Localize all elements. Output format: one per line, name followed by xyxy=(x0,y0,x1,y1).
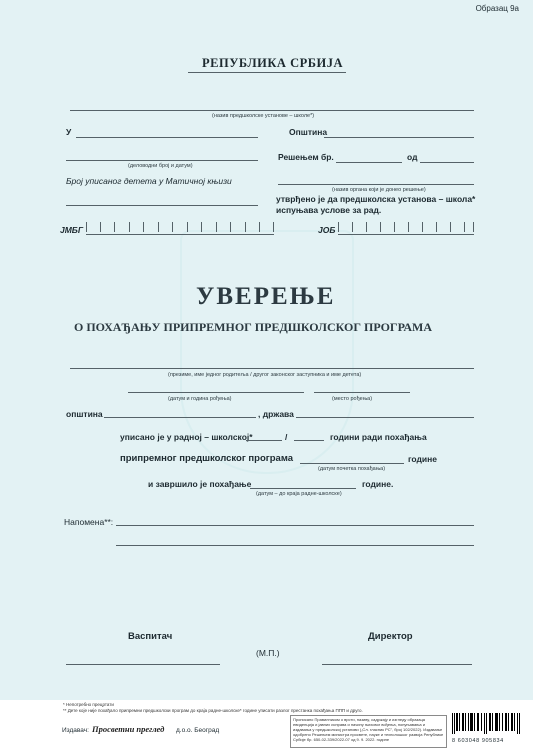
republic-underline xyxy=(188,72,346,73)
utvrdjeno-text: утврђено је да предшколска установа – школа* xyxy=(276,194,476,204)
napomena-line-2[interactable] xyxy=(116,545,474,546)
publisher-logo: Просветни преглед xyxy=(92,724,165,734)
organ-field[interactable] xyxy=(278,184,474,185)
birth-date-field[interactable] xyxy=(128,392,304,393)
delovodni-field[interactable] xyxy=(66,160,258,161)
drzava-field[interactable] xyxy=(296,417,474,418)
barcode xyxy=(450,712,524,740)
opstina-field[interactable] xyxy=(104,417,256,418)
godine-label: године xyxy=(408,454,437,464)
upisano-label: уписано је у радној – школској* xyxy=(120,432,253,442)
program-label: припремног предшколског програма xyxy=(120,453,294,464)
start-date-field[interactable] xyxy=(300,463,404,464)
birth-date-caption: (датум и година рођења) xyxy=(168,396,232,402)
institution-field[interactable] xyxy=(70,110,474,111)
resenje-date-field[interactable] xyxy=(420,162,474,163)
zavrsilo-label: и завршило је похађање xyxy=(148,479,252,489)
footnote-1: * Непотребно прецртати xyxy=(63,702,114,707)
republic-title: РЕПУБЛИКА СРБИЈА xyxy=(202,56,344,70)
od-label: од xyxy=(407,152,418,162)
school-year-from-field[interactable] xyxy=(246,440,282,441)
job-field[interactable] xyxy=(338,222,474,235)
napomena-label: Напомена**: xyxy=(64,517,114,527)
document-title: УВЕРЕЊЕ xyxy=(196,283,336,310)
birth-place-caption: (место рођења) xyxy=(332,396,373,402)
end-date-field[interactable] xyxy=(250,488,356,489)
maticna-field[interactable] xyxy=(66,205,258,206)
teacher-signature-field[interactable] xyxy=(66,664,220,665)
legal-notice-box: Прописано Правилником о врсти, називу, садржају и изгледу образаца евиденција и јавних исправа и начину њиховог вођења, попуњавања и издавања у предшколској установи („Сл. гласник РС", број 102/2022). Издавање одобрено Решењем министра просвете, науке и технолошког развоја Републике Србије бр. 650-02-339/2022-07 од 9. 9. 2022. године xyxy=(290,715,447,748)
jmbg-label: ЈМБГ xyxy=(60,225,84,235)
institution-caption: (назив предшколске установе – школе*) xyxy=(212,113,315,119)
godini-label: години ради похађања xyxy=(330,432,427,442)
municipality-label: Општина xyxy=(289,127,328,137)
director-signature-field[interactable] xyxy=(322,664,472,665)
opstina-label: општина xyxy=(66,409,103,419)
jmbg-field[interactable] xyxy=(86,222,274,235)
napomena-line-1[interactable] xyxy=(116,525,474,526)
delovodni-caption: (деловодни број и датум) xyxy=(128,163,193,169)
year-slash: / xyxy=(285,432,288,442)
publisher-label: Издавач: xyxy=(62,727,89,734)
organ-caption: (назив органа који је донео решење) xyxy=(332,187,426,193)
job-label: ЈОБ xyxy=(318,225,336,235)
start-date-caption: (датум почетка похађања) xyxy=(318,466,386,472)
birth-place-field[interactable] xyxy=(314,392,410,393)
form-number: Образац 9а xyxy=(475,4,519,13)
ispunjava-text: испуњава услове за рад. xyxy=(276,205,382,215)
teacher-label: Васпитач xyxy=(128,631,173,642)
publisher-city: д.о.о. Београд xyxy=(176,727,220,734)
document-subtitle: О ПОХАЂАЊУ ПРИПРЕМНОГ ПРЕДШКОЛСКОГ ПРОГРАМА xyxy=(74,320,433,334)
municipality-field[interactable] xyxy=(324,137,474,138)
footnote-2: ** Дете које није похађало припремни предшколски програм до краја радне-школске* године уписати разлог престанка похађања ППП и друго. xyxy=(63,708,363,713)
maticna-label: Број уписаног детета у Матичној књизи xyxy=(66,176,232,186)
in-label: У xyxy=(66,127,72,137)
name-field[interactable] xyxy=(70,368,474,369)
resenje-label: Решењем бр. xyxy=(278,152,334,162)
in-field[interactable] xyxy=(76,137,258,138)
drzava-label: , држава xyxy=(258,409,294,419)
barcode-number: 8 603048 905834 xyxy=(452,738,504,744)
resenje-number-field[interactable] xyxy=(336,162,402,163)
godine2-label: године. xyxy=(362,479,394,489)
stamp-label: (М.П.) xyxy=(256,648,280,658)
school-year-to-field[interactable] xyxy=(294,440,324,441)
end-date-caption: (датум – до краја радне-школске) xyxy=(256,491,342,497)
director-label: Директор xyxy=(368,631,413,642)
name-caption: (презиме, име једног родитеља / другог законског заступника и име детета) xyxy=(168,372,362,378)
